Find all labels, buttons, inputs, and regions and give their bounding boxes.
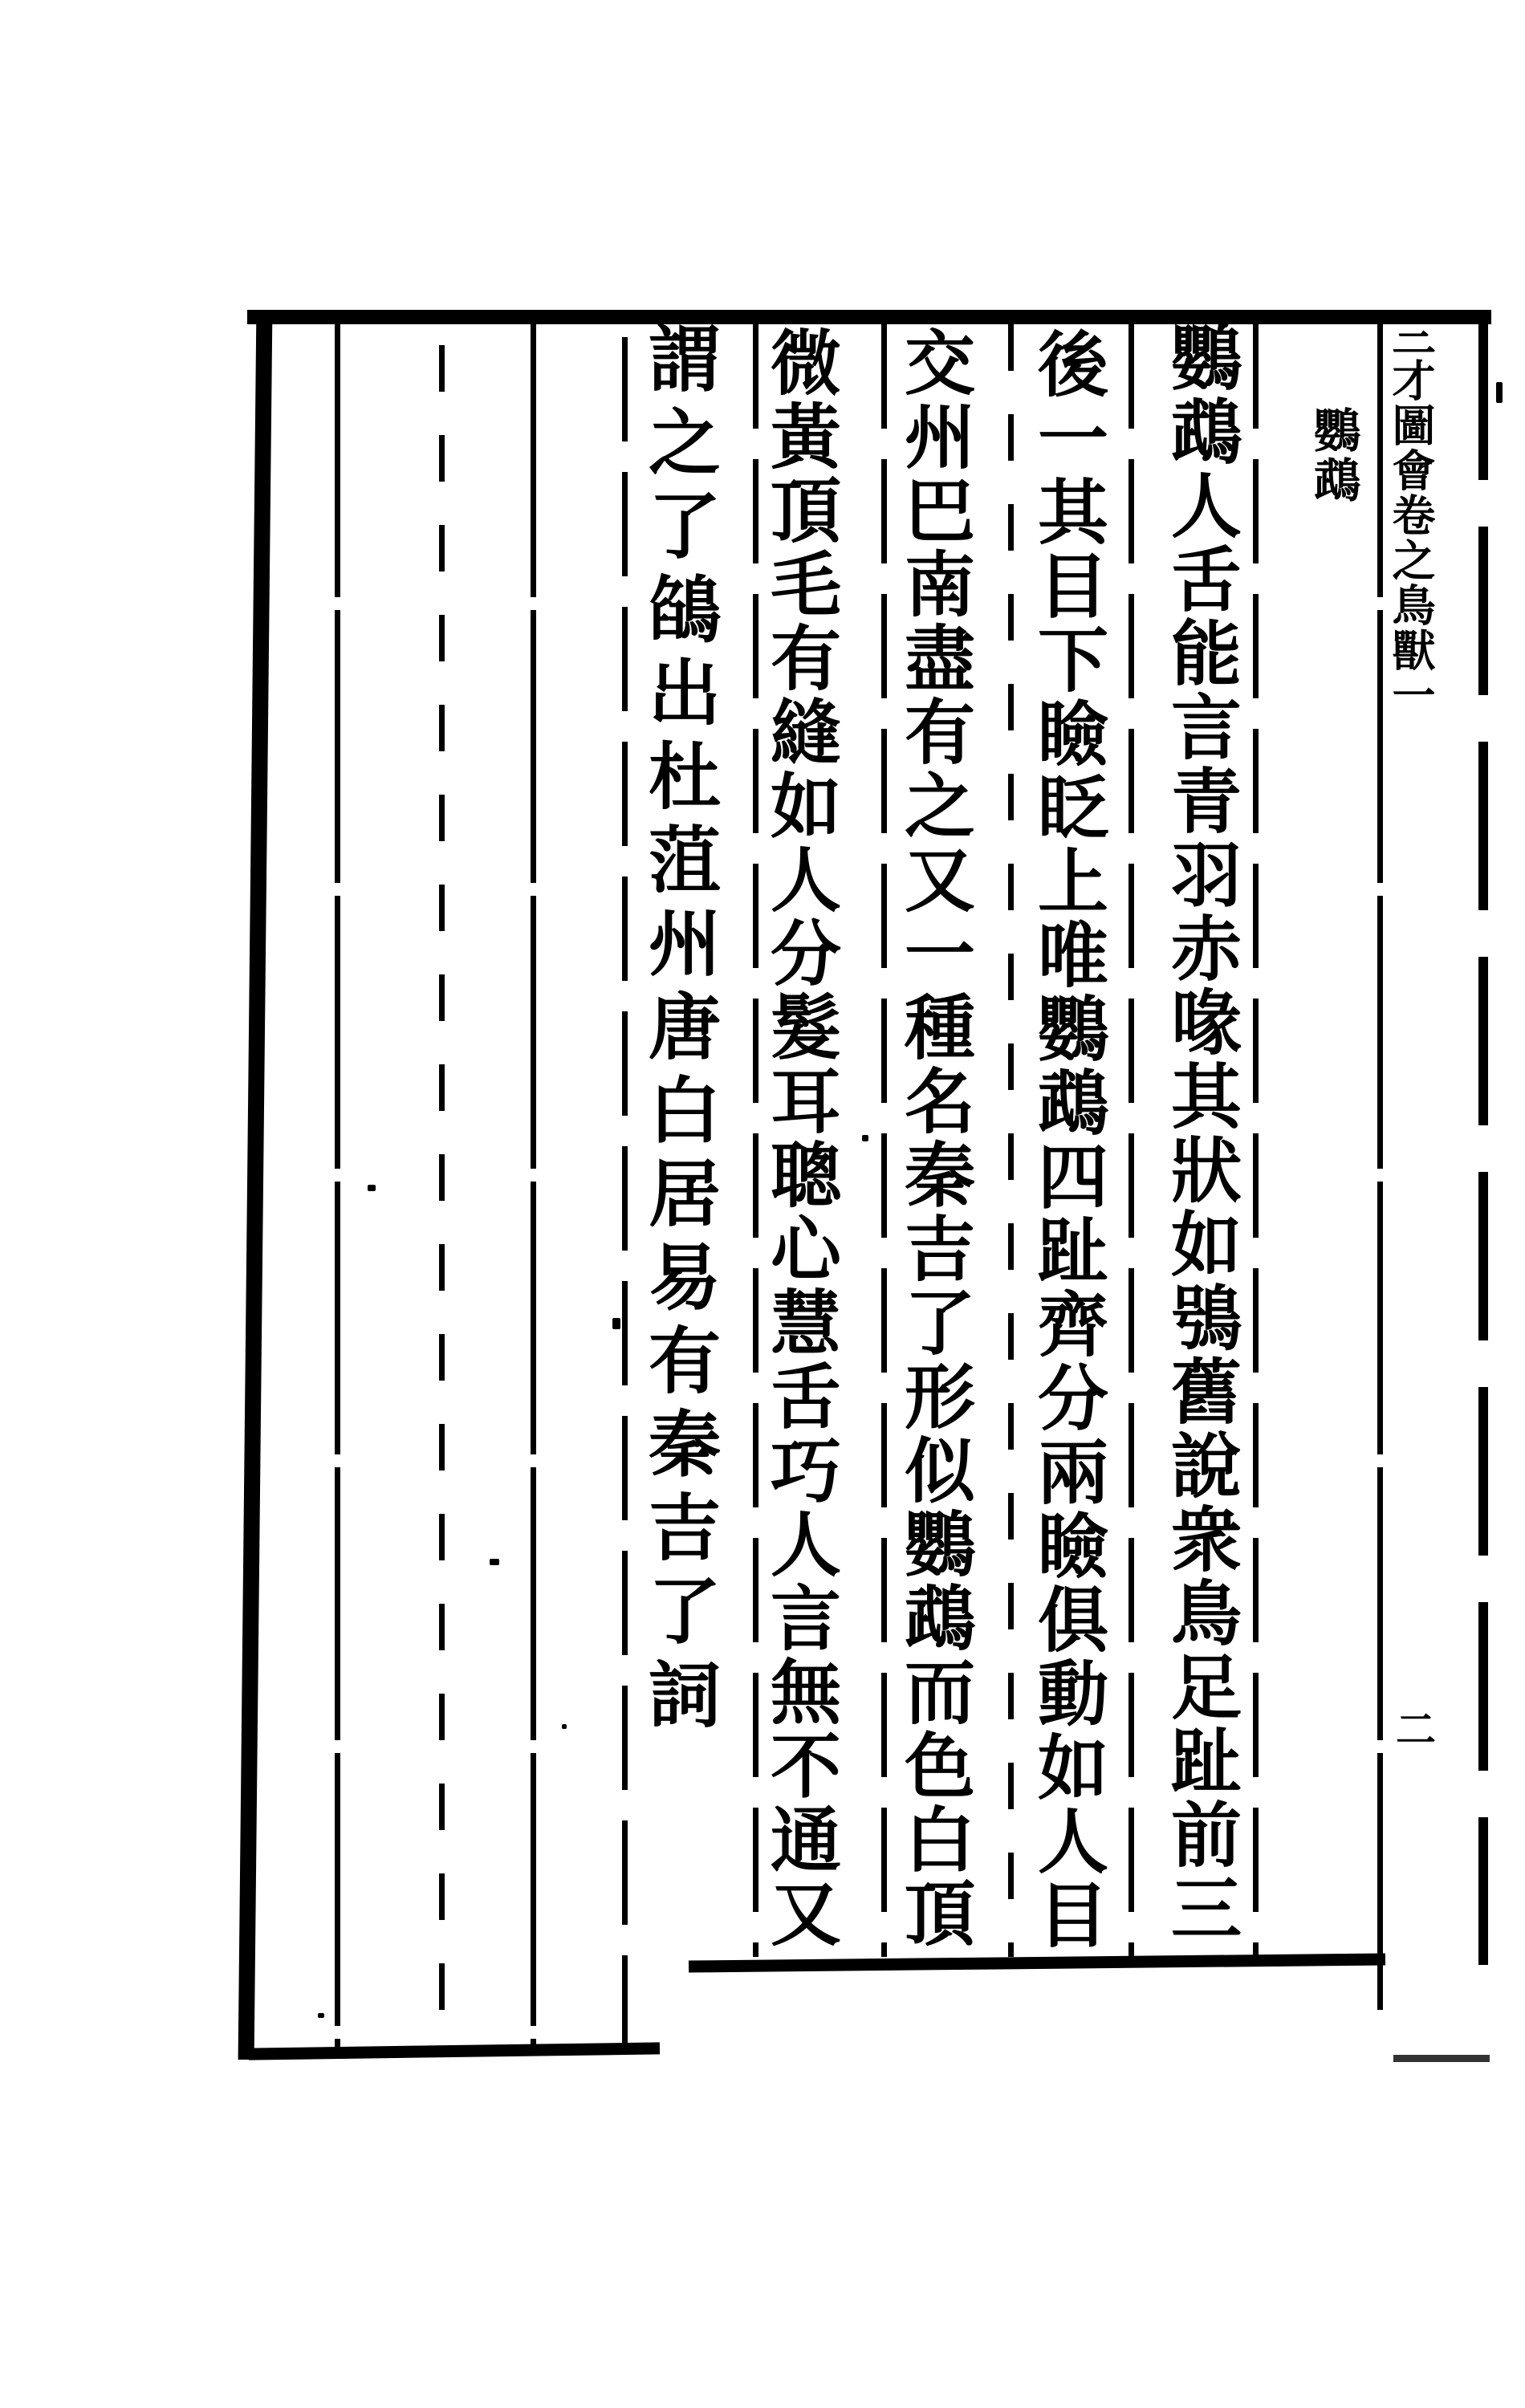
frame-border-top	[247, 310, 1491, 324]
frame-border-bottom	[689, 1953, 1385, 1972]
frame-border-left	[238, 310, 273, 2060]
text-column-3: 交州巴南盡有之又一種名秦吉了形似鸚鵡而色白頂	[893, 326, 977, 1950]
ink-speck	[562, 1724, 567, 1729]
folio-number: 二	[1389, 1708, 1437, 1756]
frame-border-bottom-left	[249, 2042, 660, 2060]
text-column-1: 鸚鵡人舌能言青羽赤喙其狀如鴞舊說衆鳥足趾前三	[1160, 321, 1243, 1946]
ink-speck	[490, 1559, 499, 1565]
frame-border-bottom-right	[1393, 2055, 1490, 2062]
ink-speck	[612, 1318, 620, 1329]
ink-speck	[862, 1135, 868, 1141]
text-column-5: 謂之了鵮出杜菹州唐白居易有秦吉了詞	[636, 321, 721, 1740]
column-rule	[439, 345, 445, 2047]
text-column-2: 後一其目下瞼眨上唯鸚鵡四趾齊分兩瞼俱動如人目	[1027, 327, 1110, 1952]
text-column-4: 微黃頂毛有縫如人分髮耳聰心慧舌巧人言無不通又	[759, 326, 843, 1950]
column-rule	[335, 324, 340, 2048]
ink-speck	[318, 2013, 324, 2018]
frame-border-right	[1478, 311, 1488, 1965]
ink-speck	[368, 1185, 376, 1191]
volume-title-column: 三才圖會卷之鳥獸一	[1385, 313, 1437, 718]
column-rule	[531, 324, 536, 2048]
entry-title-parrot: 鸚鵡	[1306, 406, 1360, 506]
ink-speck	[1496, 382, 1503, 403]
